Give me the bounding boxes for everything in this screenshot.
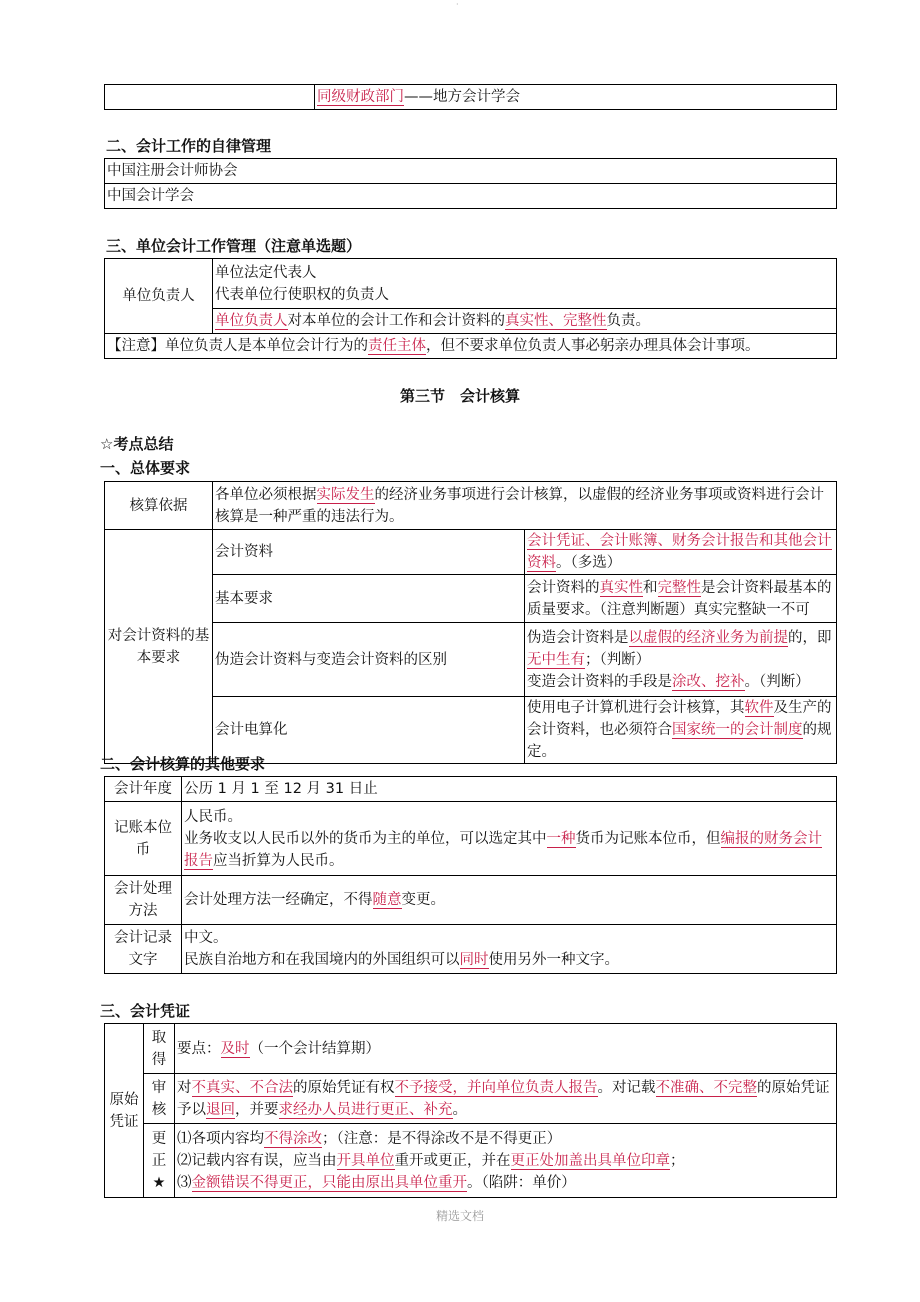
content-cell <box>182 925 837 974</box>
text: ，但不要求单位负责人事必躬亲办理具体会计事项。 <box>426 338 760 354</box>
sub-label-cell: 更正★ <box>144 1124 175 1198</box>
label-cell: 会计处理方法 <box>105 876 182 925</box>
text: 中文。 <box>184 930 228 946</box>
content-cell <box>213 309 837 334</box>
text: 单位法定代表人 <box>215 264 317 281</box>
text: 货币为记账本位币，但 <box>575 830 721 847</box>
hl-text: 随意 <box>372 892 402 908</box>
general-requirements-table <box>104 481 837 764</box>
text: ；（注意：是不得涂改不是不得更正） <box>322 1130 562 1147</box>
hl-text: 求经办人员进行更正、补充 <box>278 1101 453 1118</box>
text: 变造会计资料的手段是 <box>527 673 672 690</box>
text: 使用电子计算机进行会计核算，其 <box>527 700 745 716</box>
text: 使用另外一种文字。 <box>488 952 619 968</box>
content-cell <box>525 575 837 623</box>
label-cell: 单位负责人 <box>105 259 213 334</box>
text: 的经济业务事项进行会计核算，以虚假的经济业务事项或资料进行会计核算是一种严重的违法行为。 <box>215 486 824 525</box>
text: 应当折算为人民币。 <box>213 852 344 869</box>
hl-text: 更正处加盖出具单位印章 <box>510 1152 670 1169</box>
top-empty-cell <box>105 85 315 110</box>
hl-text: 及时 <box>220 1040 250 1057</box>
hl-text: 编报的财务会计报告 <box>184 830 822 869</box>
content-cell <box>175 1024 837 1074</box>
hl-text: 真实性、完整性 <box>505 313 607 329</box>
text: ；（判断） <box>585 651 651 668</box>
hl-text: 以虚假的经济业务为前提 <box>628 629 788 646</box>
text: 伪造会计资料是 <box>527 629 629 646</box>
section-heading: 三、会计凭证 <box>100 1002 191 1020</box>
group-label-cell: 原始凭证 <box>105 1024 144 1198</box>
top-mark: · <box>456 0 459 9</box>
sub-label-cell: 取得 <box>144 1024 175 1074</box>
label-cell: 会计记录文字 <box>105 925 182 974</box>
voucher-table <box>104 1023 837 1198</box>
text: 重开或更正，并在 <box>394 1152 511 1169</box>
text: ； <box>670 1152 685 1169</box>
hl-text: 单位负责人 <box>215 313 288 329</box>
hl-text: 无中生有 <box>527 651 585 668</box>
text: 会计资料的 <box>527 579 600 596</box>
hl-text: 同级财政部门 <box>317 89 404 105</box>
footer-text: 精选文档 <box>435 1209 484 1223</box>
text: 人民币。 <box>184 808 242 825</box>
hl-text: 不得涂改 <box>264 1130 322 1147</box>
text: 民族自治地方和在我国境内的外国组织可以 <box>184 952 460 968</box>
content-cell <box>182 876 837 925</box>
text: 。对记载 <box>597 1079 656 1096</box>
row-cell: 中国会计学会 <box>105 184 837 209</box>
content-cell <box>182 802 837 876</box>
content-cell <box>175 1124 837 1198</box>
text: 是会计资料最基本的质量要求。（注意判断题）真实完整缺一不可 <box>527 579 832 618</box>
label-cell: 记账本位币 <box>105 802 182 876</box>
hl-text: 金额错误不得更正，只能由原出具单位重开 <box>191 1174 467 1191</box>
text: ，并要 <box>235 1101 279 1118</box>
text: 负责。 <box>606 313 650 329</box>
text: 。（判断） <box>744 673 810 690</box>
hl-text: 不准确、不完整 <box>655 1079 757 1096</box>
hl-text: 会计凭证、会计账簿、财务会计报告和其他会计资料 <box>527 533 832 571</box>
summary-title: ☆考点总结 <box>100 435 174 453</box>
text: 会计处理方法一经确定，不得 <box>184 892 373 908</box>
text: ⑴各项内容均 <box>177 1130 264 1147</box>
text: 及生产的会计资料，也必须符合 <box>527 700 832 738</box>
text: ⑶ <box>177 1174 192 1191</box>
section-heading: 三、单位会计工作管理（注意单选题） <box>106 237 362 255</box>
text: ⑵记载内容有误，应当由 <box>177 1152 337 1169</box>
content-cell <box>213 482 837 530</box>
hl-text: 一种 <box>546 830 576 847</box>
unit-management-table <box>104 258 837 359</box>
section-heading: 二、会计核算的其他要求 <box>100 755 266 773</box>
content-cell <box>213 259 837 309</box>
text: 。（陷阱：单价） <box>467 1174 576 1191</box>
text: 和 <box>643 579 658 596</box>
group-label-cell: 对会计资料的基本要求 <box>105 530 213 764</box>
sub-label-cell: 会计电算化 <box>213 697 525 764</box>
sub-label-cell: 会计资料 <box>213 530 525 575</box>
text: 的，即 <box>788 629 832 646</box>
top-cell <box>315 85 837 110</box>
section-heading: 二、会计工作的自律管理 <box>106 137 272 155</box>
text: ——地方会计学会 <box>404 89 520 105</box>
other-requirements-table <box>104 776 837 974</box>
sub-label-cell: 伪造会计资料与变造会计资料的区别 <box>213 623 525 697</box>
content-cell <box>525 623 837 697</box>
text: 各单位必须根据 <box>215 486 317 503</box>
text: 对 <box>177 1079 192 1096</box>
hl-text: 责任主体 <box>368 338 426 354</box>
content-cell <box>175 1074 837 1124</box>
text: 。（多选） <box>556 555 622 571</box>
content-cell <box>525 697 837 764</box>
top-table <box>104 84 837 110</box>
text: 的规定。 <box>527 722 832 760</box>
chapter-title: 第三节 会计核算 <box>399 387 520 405</box>
hl-text: 涂改、挖补 <box>672 673 745 690</box>
hl-text: 开具单位 <box>336 1152 395 1169</box>
hl-text: 退回 <box>206 1101 235 1118</box>
text: 的原始凭证予以 <box>177 1079 830 1118</box>
section-heading: 一、总体要求 <box>100 459 191 477</box>
hl-text: 完整性 <box>657 579 701 596</box>
text: 要点： <box>177 1040 221 1057</box>
sub-label-cell: 基本要求 <box>213 575 525 623</box>
hl-text: 软件 <box>744 700 774 716</box>
hl-text: 同时 <box>459 952 489 968</box>
text: 【注意】单位负责人是本单位会计行为的 <box>107 338 368 354</box>
self-discipline-table <box>104 158 837 209</box>
text: 的原始凭证有权 <box>293 1079 395 1096</box>
text: 业务收支以人民币以外的货币为主的单位，可以选定其中 <box>184 830 547 847</box>
text: 对本单位的会计工作和会计资料的 <box>287 313 505 329</box>
hl-text: 不予接受，并向单位负责人报告 <box>394 1079 598 1096</box>
hl-text: 真实性 <box>599 579 643 596</box>
note-cell <box>105 334 837 359</box>
text: （一个会计结算期） <box>249 1040 380 1057</box>
text: 代表单位行使职权的负责人 <box>215 286 389 303</box>
text: 变更。 <box>401 892 445 908</box>
hl-text: 不真实、不合法 <box>191 1079 293 1096</box>
label-cell: 核算依据 <box>105 482 213 530</box>
text: 。 <box>452 1101 467 1118</box>
content-cell: 公历 1 月 1 至 12 月 31 日止 <box>182 777 837 802</box>
sub-label-cell: 审核 <box>144 1074 175 1124</box>
row-cell: 中国注册会计师协会 <box>105 159 837 184</box>
hl-text: 实际发生 <box>316 486 375 503</box>
label-cell: 会计年度 <box>105 777 182 802</box>
hl-text: 国家统一的会计制度 <box>672 722 803 738</box>
content-cell <box>525 530 837 575</box>
